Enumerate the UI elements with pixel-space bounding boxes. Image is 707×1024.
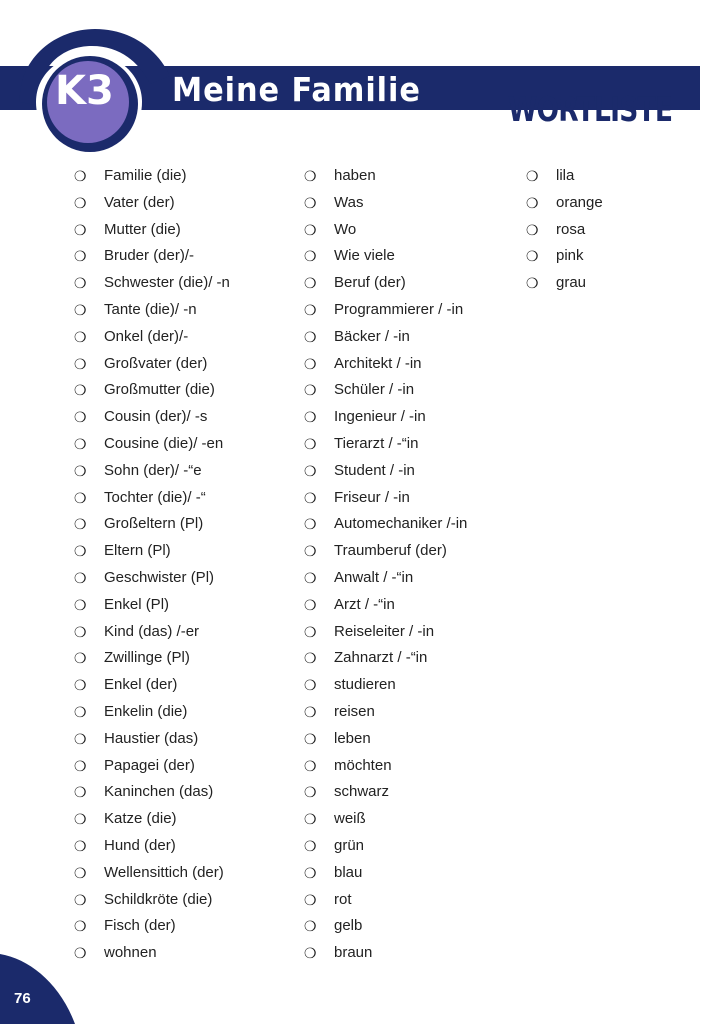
checkbox-circle-icon[interactable]: ❍ [74, 784, 87, 801]
word-item [72, 940, 230, 967]
word-label: Kind (das) /-er [104, 622, 200, 640]
word-label: reisen [334, 702, 375, 720]
checkbox-circle-icon[interactable]: ❍ [74, 730, 87, 747]
word-item [302, 887, 467, 914]
word-label: Beruf (der) [334, 274, 406, 292]
word-label: Wie viele [334, 247, 395, 265]
word-item [302, 806, 467, 833]
checkbox-circle-icon[interactable]: ❍ [74, 623, 87, 640]
checkbox-circle-icon[interactable]: ❍ [304, 730, 317, 747]
word-item [302, 217, 467, 244]
word-label: Architekt / -in [334, 354, 422, 372]
word-label: Hund (der) [104, 836, 176, 854]
word-item [72, 699, 230, 726]
checkbox-circle-icon[interactable]: ❍ [304, 516, 317, 533]
word-item [302, 619, 467, 646]
checkbox-circle-icon[interactable]: ❍ [74, 194, 87, 211]
word-label: leben [334, 729, 371, 747]
checkbox-circle-icon[interactable]: ❍ [304, 248, 317, 265]
checkbox-circle-icon[interactable]: ❍ [304, 194, 317, 211]
checkbox-circle-icon[interactable]: ❍ [74, 301, 87, 318]
word-item [524, 270, 603, 297]
word-item [524, 217, 603, 244]
word-label: Ingenieur / -in [334, 408, 426, 426]
checkbox-circle-icon[interactable]: ❍ [74, 677, 87, 694]
checkbox-circle-icon[interactable]: ❍ [74, 516, 87, 533]
word-label: Schwester (die)/ -n [104, 274, 230, 292]
checkbox-circle-icon[interactable]: ❍ [74, 462, 87, 479]
checkbox-circle-icon[interactable]: ❍ [74, 703, 87, 720]
checkbox-circle-icon[interactable]: ❍ [74, 945, 87, 962]
word-label: Schildkröte (die) [104, 890, 213, 908]
checkbox-circle-icon[interactable]: ❍ [74, 355, 87, 372]
word-label: Anwalt / -“in [334, 568, 414, 586]
checkbox-circle-icon[interactable]: ❍ [304, 328, 317, 345]
word-item [302, 672, 467, 699]
word-label: Fisch (der) [104, 917, 176, 935]
word-item [72, 324, 230, 351]
word-label: blau [334, 863, 363, 881]
word-label: Schüler / -in [334, 381, 415, 399]
word-item [72, 726, 230, 753]
word-label: lila [556, 167, 575, 184]
word-item [302, 404, 467, 431]
word-label: grün [334, 836, 365, 854]
checkbox-circle-icon[interactable]: ❍ [74, 569, 87, 586]
word-label: Tierarzt / -“in [334, 434, 419, 452]
checkbox-circle-icon[interactable]: ❍ [74, 435, 87, 452]
word-item [72, 217, 230, 244]
checkbox-circle-icon[interactable]: ❍ [74, 221, 87, 238]
checkbox-circle-icon[interactable]: ❍ [304, 435, 317, 452]
word-item [524, 190, 603, 217]
checkbox-circle-icon[interactable]: ❍ [74, 382, 87, 399]
word-item [72, 645, 230, 672]
word-item [72, 833, 230, 860]
word-label: pink [556, 247, 584, 265]
word-label: wohnen [104, 944, 157, 962]
word-label: Cousin (der)/ -s [104, 408, 208, 426]
word-label: Bäcker / -in [334, 327, 410, 345]
checkbox-circle-icon[interactable]: ❍ [74, 891, 87, 908]
word-label: orange [556, 193, 603, 211]
word-item [72, 297, 230, 324]
page-title: Meine Familie [172, 70, 421, 109]
word-label: Vater (der) [104, 193, 175, 211]
word-item [72, 243, 230, 270]
checkbox-circle-icon[interactable]: ❍ [304, 275, 317, 292]
word-item [302, 270, 467, 297]
word-label: möchten [334, 756, 392, 774]
checkbox-circle-icon[interactable]: ❍ [304, 409, 317, 426]
word-item [72, 404, 230, 431]
checkbox-circle-icon[interactable]: ❍ [304, 569, 317, 586]
word-item [302, 485, 467, 512]
word-label: Tante (die)/ -n [104, 300, 197, 318]
word-label: Sohn (der)/ -“e [104, 461, 202, 479]
word-label: Reiseleiter / -in [334, 622, 435, 640]
word-item [72, 511, 230, 538]
checkbox-circle-icon[interactable]: ❍ [304, 382, 317, 399]
word-label: Was [334, 193, 364, 211]
checkbox-circle-icon[interactable]: ❍ [74, 168, 87, 184]
word-item [302, 726, 467, 753]
word-label: Programmierer / -in [334, 300, 464, 318]
checkbox-circle-icon[interactable]: ❍ [304, 757, 317, 774]
word-label: Cousine (die)/ -en [104, 434, 224, 452]
word-item [524, 163, 603, 190]
checkbox-circle-icon[interactable]: ❍ [74, 596, 87, 613]
word-label: grau [556, 274, 587, 292]
word-item [72, 163, 230, 190]
checkbox-circle-icon[interactable]: ❍ [304, 355, 317, 372]
checkbox-circle-icon[interactable]: ❍ [526, 221, 539, 238]
checkbox-circle-icon[interactable]: ❍ [304, 489, 317, 506]
checkbox-circle-icon[interactable]: ❍ [304, 596, 317, 613]
word-item [302, 779, 467, 806]
word-item [302, 538, 467, 565]
word-item [302, 511, 467, 538]
word-label: Enkelin (die) [104, 702, 188, 720]
checkbox-circle-icon[interactable]: ❍ [526, 168, 539, 184]
word-item [302, 913, 467, 940]
checkbox-circle-icon[interactable]: ❍ [74, 328, 87, 345]
word-item [72, 270, 230, 297]
checkbox-circle-icon[interactable]: ❍ [304, 811, 317, 828]
word-item [302, 190, 467, 217]
word-item [72, 458, 230, 485]
word-label: braun [334, 944, 373, 962]
word-label: Haustier (das) [104, 729, 199, 747]
word-item [302, 860, 467, 887]
word-label: Enkel (Pl) [104, 595, 170, 613]
word-item [302, 163, 467, 190]
page-number: 76 [14, 990, 31, 1007]
word-label: weiß [334, 810, 366, 828]
word-item [72, 806, 230, 833]
checkbox-circle-icon[interactable]: ❍ [74, 811, 87, 828]
word-label: rot [334, 890, 352, 908]
word-item [302, 753, 467, 780]
word-label: Student / -in [334, 461, 415, 479]
checkbox-circle-icon[interactable]: ❍ [304, 650, 317, 667]
word-label: Mutter (die) [104, 220, 181, 238]
checkbox-circle-icon[interactable]: ❍ [74, 837, 87, 854]
checkbox-circle-icon[interactable]: ❍ [304, 462, 317, 479]
word-item [302, 351, 467, 378]
page-corner [0, 954, 80, 1024]
word-column-3 [524, 163, 603, 297]
checkbox-circle-icon[interactable]: ❍ [304, 623, 317, 640]
checkbox-circle-icon[interactable]: ❍ [74, 864, 87, 881]
word-item [302, 833, 467, 860]
word-item [72, 672, 230, 699]
word-item [72, 431, 230, 458]
word-item [302, 458, 467, 485]
word-label: haben [334, 167, 376, 184]
checkbox-circle-icon[interactable]: ❍ [74, 275, 87, 292]
word-item [72, 887, 230, 914]
word-label: gelb [334, 917, 363, 935]
word-label: Zwillinge (Pl) [104, 649, 190, 667]
word-item [72, 860, 230, 887]
word-label: Bruder (der)/- [104, 247, 195, 265]
checkbox-circle-icon[interactable]: ❍ [526, 275, 539, 292]
word-item [72, 485, 230, 512]
word-label: Onkel (der)/- [104, 327, 189, 345]
word-item [302, 243, 467, 270]
checkbox-circle-icon[interactable]: ❍ [304, 918, 317, 935]
checkbox-circle-icon[interactable]: ❍ [304, 945, 317, 962]
checkbox-circle-icon[interactable]: ❍ [304, 543, 317, 560]
checkbox-circle-icon[interactable]: ❍ [304, 221, 317, 238]
word-column-2 [302, 163, 467, 967]
word-label: Wo [334, 220, 357, 238]
checkbox-circle-icon[interactable]: ❍ [304, 864, 317, 881]
word-item [72, 619, 230, 646]
checkbox-circle-icon[interactable]: ❍ [304, 301, 317, 318]
word-label: Katze (die) [104, 810, 177, 828]
checkbox-circle-icon[interactable]: ❍ [304, 168, 317, 184]
word-label: Familie (die) [104, 167, 187, 184]
word-item [72, 351, 230, 378]
word-label: Friseur / -in [334, 488, 410, 506]
word-label: Großmutter (die) [104, 381, 215, 399]
checkbox-circle-icon[interactable]: ❍ [74, 248, 87, 265]
word-label: rosa [556, 220, 586, 238]
word-item [72, 565, 230, 592]
checkbox-circle-icon[interactable]: ❍ [74, 650, 87, 667]
checkbox-circle-icon[interactable]: ❍ [74, 918, 87, 935]
word-item [302, 645, 467, 672]
word-label: Enkel (der) [104, 676, 178, 694]
word-item [302, 940, 467, 967]
word-item [524, 243, 603, 270]
word-label: studieren [334, 676, 396, 694]
word-label: Tochter (die)/ -“ [104, 488, 206, 506]
checkbox-circle-icon[interactable]: ❍ [74, 543, 87, 560]
word-item [302, 324, 467, 351]
word-column-1 [72, 163, 230, 967]
checkbox-circle-icon[interactable]: ❍ [526, 194, 539, 211]
word-item [72, 377, 230, 404]
chapter-badge-label: K3 [55, 68, 114, 114]
word-item [72, 753, 230, 780]
word-item [302, 699, 467, 726]
checkbox-circle-icon[interactable]: ❍ [74, 489, 87, 506]
word-label: Großvater (der) [104, 354, 208, 372]
checkbox-circle-icon[interactable]: ❍ [304, 891, 317, 908]
word-label: Papagei (der) [104, 756, 195, 774]
word-label: Großeltern (Pl) [104, 515, 204, 533]
word-item [72, 779, 230, 806]
word-item [302, 592, 467, 619]
word-item [302, 431, 467, 458]
word-label: Eltern (Pl) [104, 542, 171, 560]
checkbox-circle-icon[interactable]: ❍ [304, 703, 317, 720]
word-item [72, 913, 230, 940]
word-label: Wellensittich (der) [104, 863, 224, 881]
checkbox-circle-icon[interactable]: ❍ [74, 409, 87, 426]
checkbox-circle-icon[interactable]: ❍ [304, 784, 317, 801]
word-item [72, 592, 230, 619]
word-item [302, 297, 467, 324]
checkbox-circle-icon[interactable]: ❍ [304, 837, 317, 854]
word-label: Kaninchen (das) [104, 783, 214, 801]
checkbox-circle-icon[interactable]: ❍ [526, 248, 539, 265]
word-item [302, 377, 467, 404]
word-label: Traumberuf (der) [334, 542, 447, 560]
checkbox-circle-icon[interactable]: ❍ [304, 677, 317, 694]
checkbox-circle-icon[interactable]: ❍ [74, 757, 87, 774]
word-label: schwarz [334, 783, 390, 801]
word-label: Arzt / -“in [334, 595, 395, 613]
page-subtitle: WORTLISTE [508, 90, 673, 130]
word-label: Zahnarzt / -“in [334, 649, 428, 667]
word-label: Geschwister (Pl) [104, 568, 215, 586]
word-item [302, 565, 467, 592]
word-item [72, 190, 230, 217]
word-label: Automechaniker /-in [334, 515, 468, 533]
word-item [72, 538, 230, 565]
